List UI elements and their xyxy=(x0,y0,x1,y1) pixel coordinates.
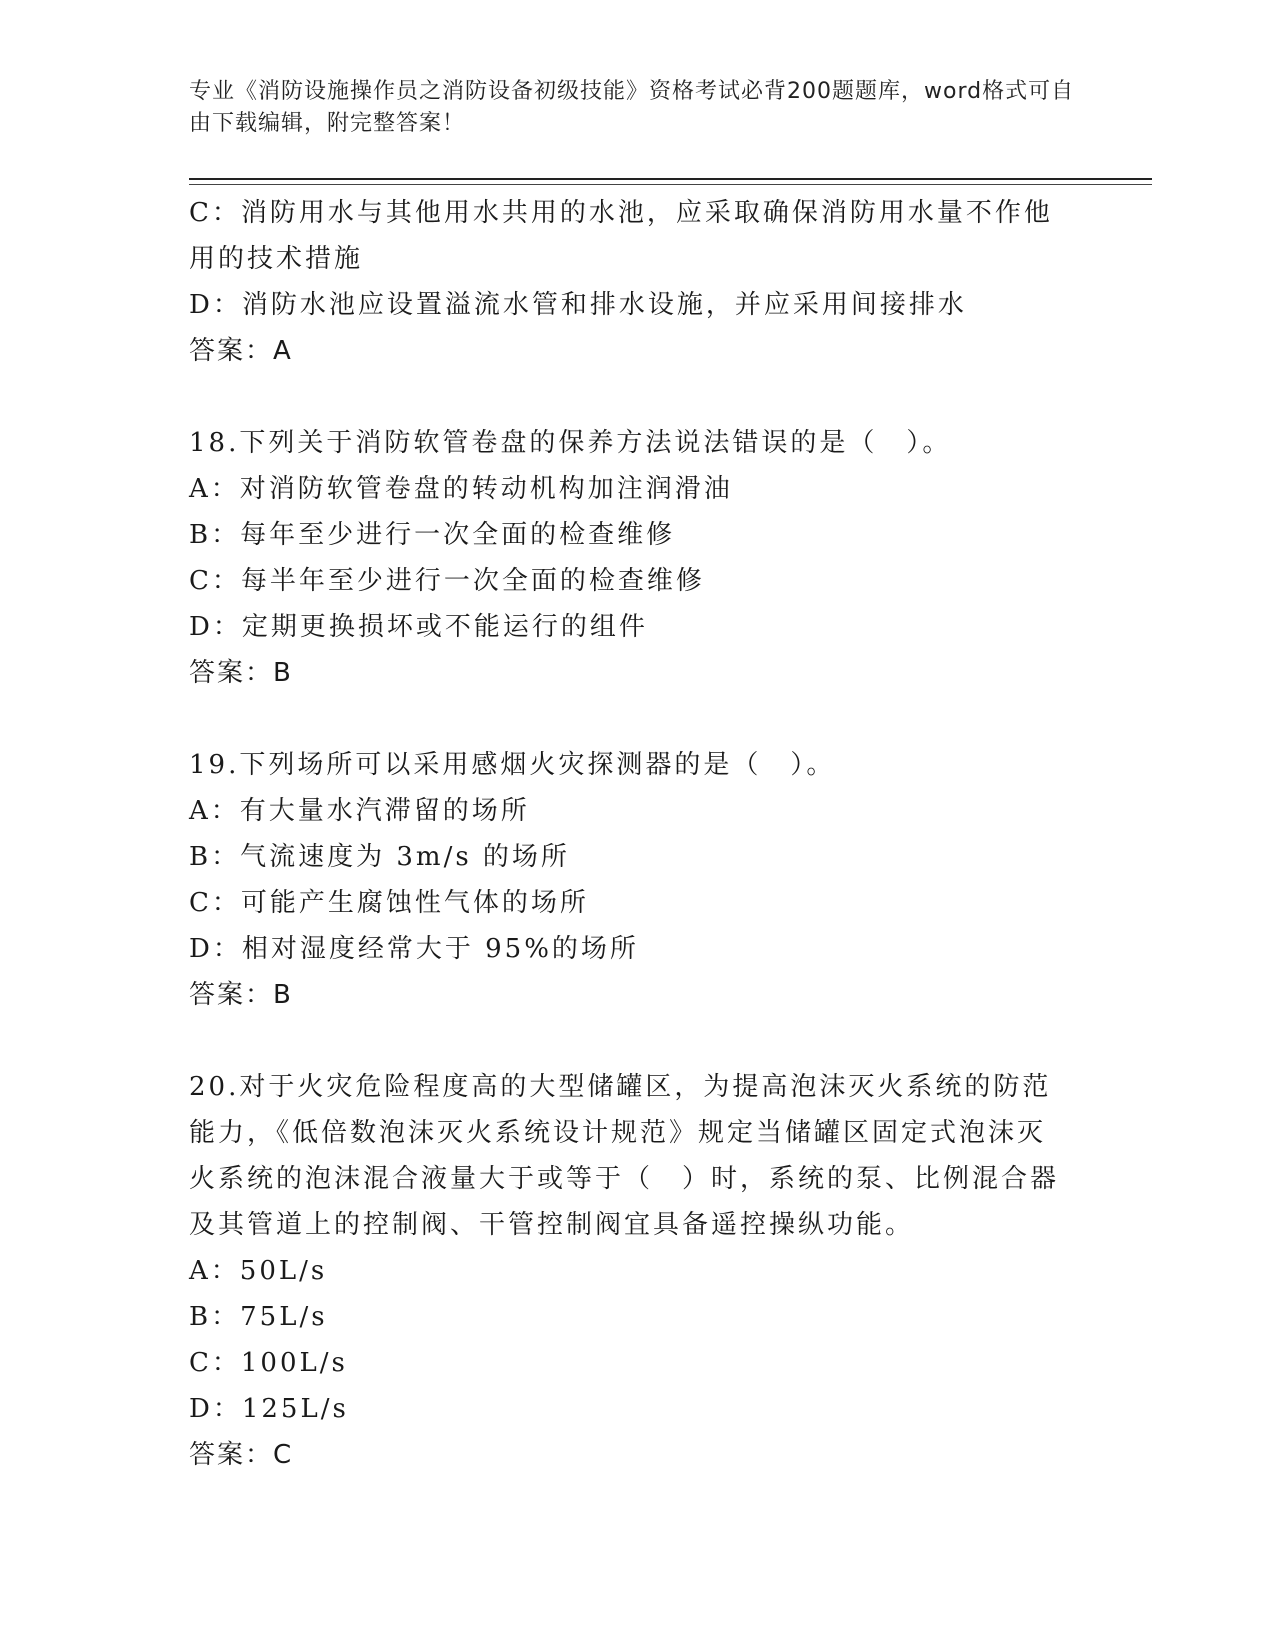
question-content xyxy=(189,190,1089,1524)
option-c: C：每半年至少进行一次全面的检查维修 xyxy=(189,566,705,596)
option-c: C：消防用水与其他用水共用的水池，应采取确保消防用水量不作他用的技术措施 xyxy=(189,198,1053,274)
option-c: C：100L/s xyxy=(189,1348,348,1378)
option-d: D：125L/s xyxy=(189,1394,349,1424)
option-d: D：相对湿度经常大于 95%的场所 xyxy=(189,934,639,964)
question-20 xyxy=(189,1064,1089,1478)
header-divider-thick xyxy=(189,178,1152,180)
option-a: A：50L/s xyxy=(189,1256,328,1286)
option-a: A：有大量水汽滞留的场所 xyxy=(189,796,530,826)
answer-line: 答案：B xyxy=(189,980,293,1010)
question-19 xyxy=(189,742,1089,1018)
option-b: B：75L/s xyxy=(189,1302,328,1332)
question-stem: 20.对于火灾危险程度高的大型储罐区，为提高泡沫灭火系统的防范能力，《低倍数泡沫灭火系统设计规范》规定当储罐区固定式泡沫灭火系统的泡沫混合液量大于或等于（ ）时，系统的泵、比例混合器及其管道上的控制阀、干管控制阀宜具备遥控操纵功能。 xyxy=(189,1072,1060,1240)
option-c: C：可能产生腐蚀性气体的场所 xyxy=(189,888,589,918)
question-18 xyxy=(189,420,1089,696)
answer-line: 答案：B xyxy=(189,658,293,688)
option-b: B：每年至少进行一次全面的检查维修 xyxy=(189,520,676,550)
option-a: A：对消防软管卷盘的转动机构加注润滑油 xyxy=(189,474,733,504)
question-stem: 19.下列场所可以采用感烟火灾探测器的是（ ）。 xyxy=(189,750,836,780)
option-d: D：定期更换损坏或不能运行的组件 xyxy=(189,612,648,642)
answer-line: 答案：C xyxy=(189,1440,294,1470)
document-header: 专业《消防设施操作员之消防设备初级技能》资格考试必背200题题库，word格式可自由下载编辑，附完整答案！ xyxy=(189,79,1075,136)
option-b: B：气流速度为 3m/s 的场所 xyxy=(189,842,570,872)
answer-line: 答案：A xyxy=(189,336,293,366)
question-17-continuation xyxy=(189,190,1089,374)
question-stem: 18.下列关于消防软管卷盘的保养方法说法错误的是（ ）。 xyxy=(189,428,952,458)
header-divider-thin xyxy=(189,184,1152,185)
option-d: D：消防水池应设置溢流水管和排水设施，并应采用间接排水 xyxy=(189,290,967,320)
